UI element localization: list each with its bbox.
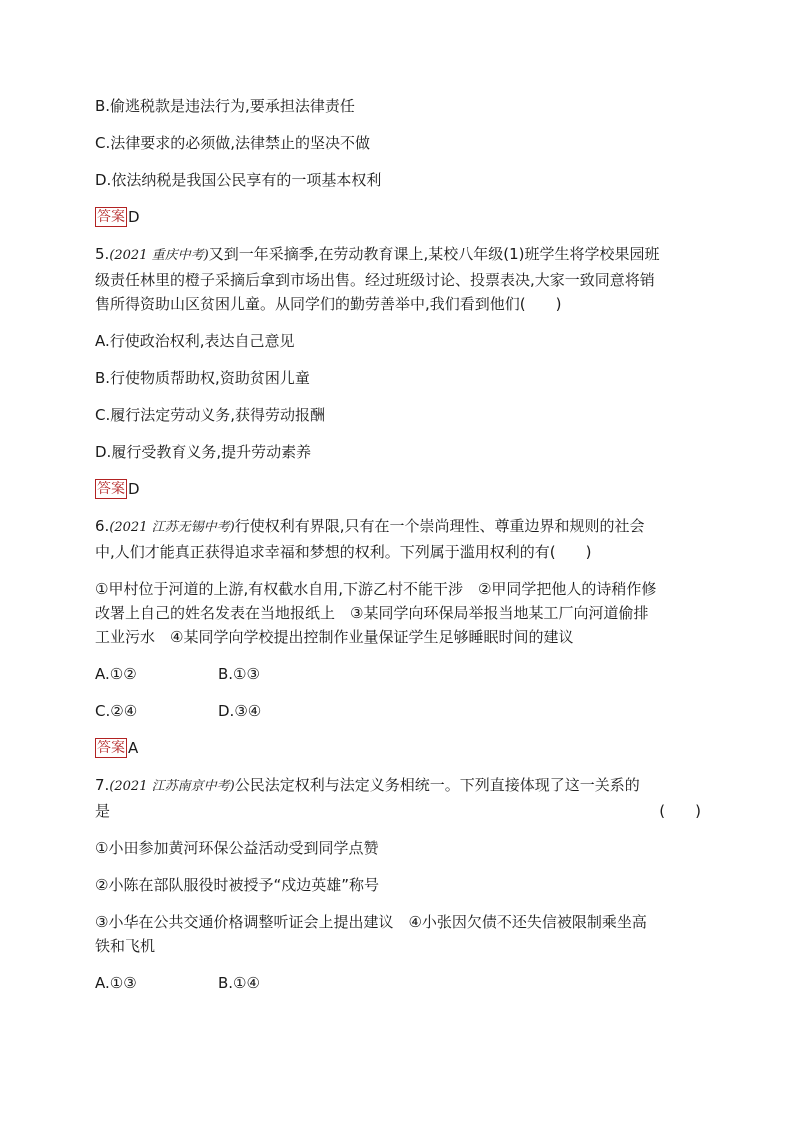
answer-badge: 答案 (97, 481, 125, 497)
q7-item-3-4 (95, 910, 701, 958)
q5-stem (95, 242, 701, 316)
q5-stem-line1 (95, 242, 701, 268)
q7-number: 7. (95, 776, 110, 794)
q5-stem-line2: 级责任林里的橙子采摘后拿到市场出售。经过班级讨论、投票表决,大家一致同意将销 (95, 271, 655, 289)
q6-stem-text1: 行使权利有界限,只有在一个崇尚理性、尊重边界和规则的社会 (234, 517, 645, 535)
q7-option-a: A.①③ (95, 974, 137, 992)
exam-page (95, 94, 701, 1008)
q6-option-a: A.①② (95, 665, 137, 683)
q6-options-row1 (95, 662, 701, 686)
q5-option-b: B.行使物质帮助权,资助贫困儿童 (95, 369, 310, 387)
q6-stem-line1 (95, 514, 701, 540)
q4-option-d: D.依法纳税是我国公民享有的一项基本权利 (95, 171, 382, 189)
q7-item-1: ①小田参加黄河环保公益活动受到同学点赞 (95, 839, 379, 857)
q7-stem (95, 773, 701, 823)
q6-answer: A (128, 739, 139, 757)
q6-stem (95, 514, 701, 564)
q6-items (95, 577, 701, 649)
q6-stem-line2: 中,人们才能真正获得追求幸福和梦想的权利。下列属于滥用权利的有( ) (95, 543, 592, 561)
q5-option-a: A.行使政治权利,表达自己意见 (95, 332, 295, 350)
q7-item-2: ②小陈在部队服役时被授予“戍边英雄”称号 (95, 876, 379, 894)
q5-answer-row (95, 477, 701, 501)
answer-badge: 答案 (97, 209, 125, 225)
q4-answer-row (95, 205, 701, 229)
q7-stem-line2 (95, 799, 701, 823)
q6-option-c: C.②④ (95, 702, 138, 720)
q5-stem-text1: 又到一年采摘季,在劳动教育课上,某校八年级(1)班学生将学校果园班 (208, 245, 660, 263)
q4-option-b: B.偷逃税款是违法行为,要承担法律责任 (95, 97, 355, 115)
q7-stem-text1: 公民法定权利与法定义务相统一。下列直接体现了这一关系的 (234, 776, 640, 794)
q7-stem-line1 (95, 773, 701, 799)
q6-items-line2: 改署上自己的姓名发表在当地报纸上 ③某同学向环保局举报当地某工厂向河道偷排 (95, 604, 649, 622)
q6-answer-row (95, 736, 701, 760)
q7-stem-text2: 是 (95, 802, 111, 820)
q6-number: 6. (95, 517, 110, 535)
q5-option-c: C.履行法定劳动义务,获得劳动报酬 (95, 406, 326, 424)
q6-option-d: D.③④ (218, 702, 262, 720)
q7-source: (2021 江苏南京中考) (109, 779, 235, 794)
q5-number: 5. (95, 245, 110, 263)
q4-option-c: C.法律要求的必须做,法律禁止的坚决不做 (95, 134, 371, 152)
q7-options-row1 (95, 971, 701, 995)
q5-answer: D (128, 480, 140, 498)
q4-answer: D (128, 208, 140, 226)
q6-options-row2 (95, 699, 701, 723)
q6-items-line3: 工业污水 ④某同学向学校提出控制作业量保证学生足够睡眠时间的建议 (95, 628, 574, 646)
q5-option-d: D.履行受教育义务,提升劳动素养 (95, 443, 312, 461)
q7-item-3-line2: 铁和飞机 (95, 937, 156, 955)
q7-answer-paren: ( ) (659, 802, 701, 820)
q7-item-3-line1: ③小华在公共交通价格调整听证会上提出建议 ④小张因欠债不还失信被限制乘坐高 (95, 913, 647, 931)
q7-option-b: B.①④ (218, 974, 260, 992)
q5-source: (2021 重庆中考) (109, 248, 209, 263)
q6-option-b: B.①③ (218, 665, 260, 683)
answer-badge: 答案 (97, 740, 125, 756)
q6-source: (2021 江苏无锡中考) (109, 520, 235, 535)
q6-items-line1: ①甲村位于河道的上游,有权截水自用,下游乙村不能干涉 ②甲同学把他人的诗稍作修 (95, 580, 657, 598)
q5-stem-line3: 售所得资助山区贫困儿童。从同学们的勤劳善举中,我们看到他们( ) (95, 295, 562, 313)
